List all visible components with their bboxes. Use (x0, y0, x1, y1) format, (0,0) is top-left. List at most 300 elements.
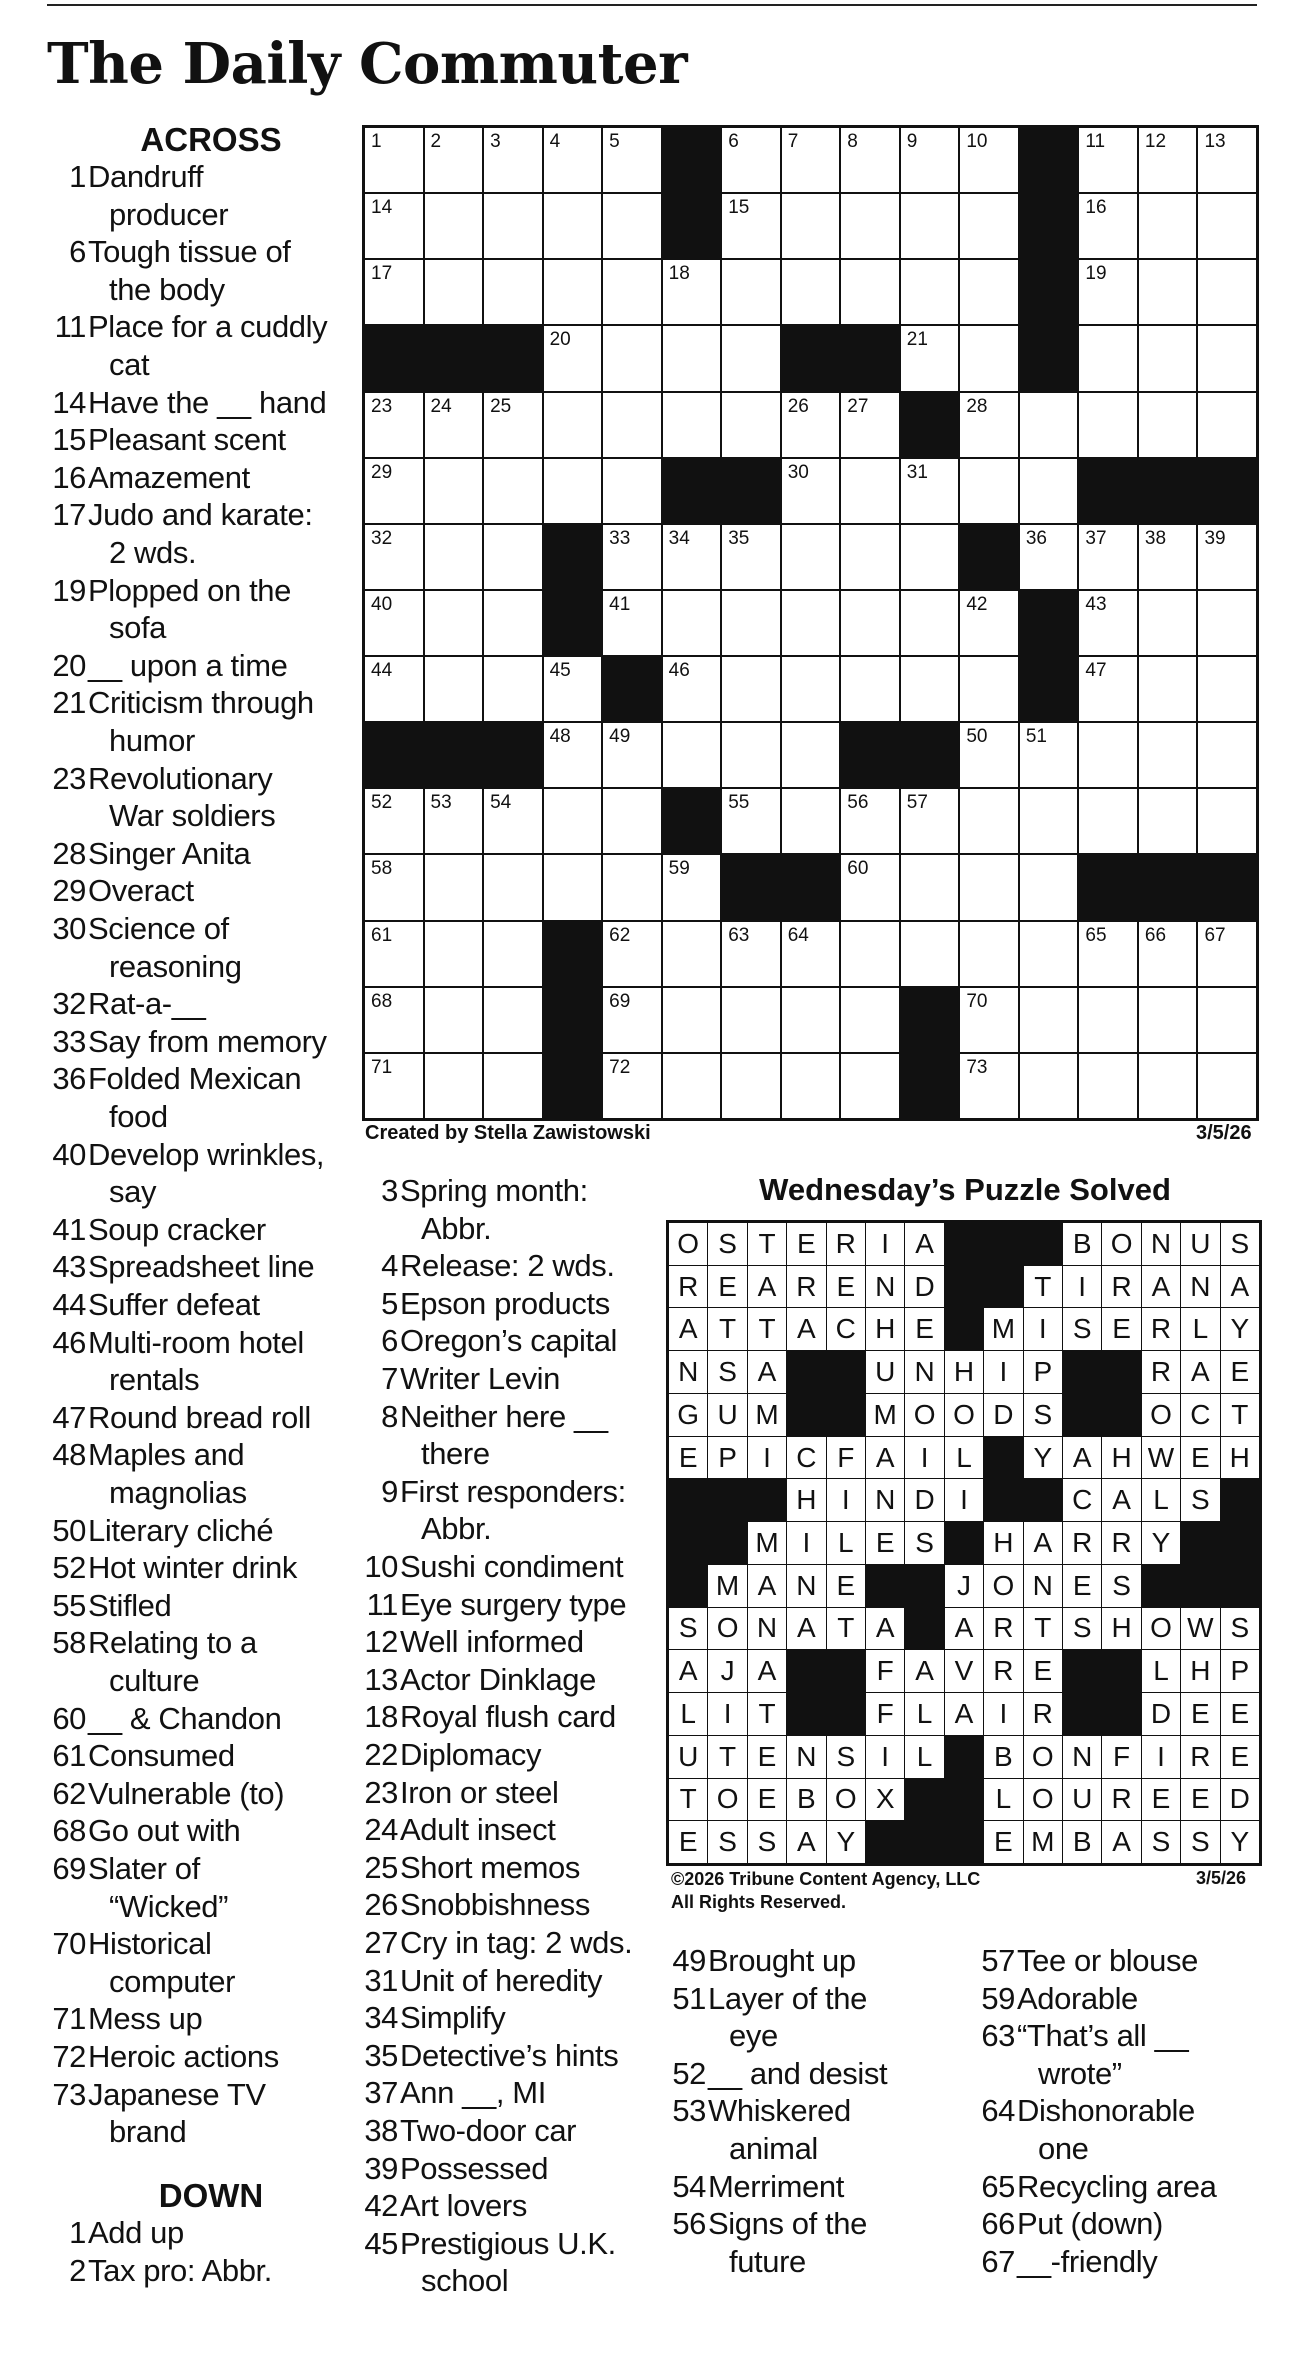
grid-cell[interactable] (722, 789, 780, 853)
grid-cell[interactable] (1079, 326, 1137, 390)
grid-cell[interactable] (603, 723, 661, 787)
grid-cell[interactable] (841, 855, 899, 919)
grid-cell[interactable] (782, 657, 840, 721)
grid-cell[interactable] (544, 326, 602, 390)
grid-cell[interactable] (365, 591, 423, 655)
grid-cell[interactable] (425, 988, 483, 1052)
grid-cell[interactable] (1139, 393, 1197, 457)
across-heading: ACROSS (140, 121, 282, 158)
solution-black-square (1063, 1394, 1101, 1436)
grid-cell[interactable] (663, 657, 721, 721)
grid-cell[interactable] (484, 988, 542, 1052)
grid-cell[interactable] (901, 657, 959, 721)
grid-cell[interactable] (901, 128, 959, 192)
clue-line: Sushi condiment (400, 1549, 624, 1584)
solution-cell: N (1181, 1266, 1219, 1308)
grid-cell[interactable] (1198, 789, 1256, 853)
grid-cell[interactable] (1198, 988, 1256, 1052)
solution-cell: V (945, 1650, 983, 1692)
grid-cell[interactable] (603, 525, 661, 589)
solution-cell: S (1063, 1608, 1101, 1650)
grid-cell[interactable] (1139, 723, 1197, 787)
grid-cell[interactable] (365, 789, 423, 853)
grid-cell[interactable] (484, 789, 542, 853)
grid-cell[interactable] (901, 789, 959, 853)
grid-cell[interactable] (484, 1054, 542, 1118)
grid-cell[interactable] (1198, 128, 1256, 192)
solution-black-square (984, 1479, 1022, 1521)
grid-cell[interactable] (1079, 128, 1137, 192)
grid-cell[interactable] (1079, 591, 1137, 655)
grid-cell[interactable] (663, 922, 721, 986)
grid-cell[interactable] (663, 723, 721, 787)
clue-down-24 (358, 1811, 555, 1849)
grid-cell[interactable] (841, 657, 899, 721)
grid-cell[interactable] (901, 194, 959, 258)
grid-cell[interactable] (603, 459, 661, 523)
grid-cell[interactable] (1139, 988, 1197, 1052)
grid-cell[interactable] (782, 1054, 840, 1118)
clue-down-37 (358, 2074, 546, 2112)
solution-black-square (787, 1693, 825, 1735)
grid-cell[interactable] (722, 591, 780, 655)
solution-cell: S (669, 1608, 707, 1650)
grid-cell[interactable] (484, 393, 542, 457)
grid-cell[interactable] (841, 459, 899, 523)
grid-cell[interactable] (960, 855, 1018, 919)
grid-cell[interactable] (663, 525, 721, 589)
grid-cell[interactable] (1020, 393, 1078, 457)
grid-cell[interactable] (1198, 723, 1256, 787)
solution-black-square (669, 1522, 707, 1564)
grid-cell[interactable] (1020, 789, 1078, 853)
grid-cell[interactable] (782, 260, 840, 324)
clue-across-46 (46, 1324, 304, 1399)
grid-cell[interactable] (722, 723, 780, 787)
grid-cell[interactable] (1139, 260, 1197, 324)
clue-line: Judo and karate: (88, 497, 313, 533)
solution-cell: E (1221, 1351, 1259, 1393)
solution-black-square (1063, 1650, 1101, 1692)
grid-cell[interactable] (841, 789, 899, 853)
black-square (1079, 855, 1137, 919)
grid-cell[interactable] (841, 922, 899, 986)
grid-cell[interactable] (841, 194, 899, 258)
clue-line: Folded Mexican (88, 1061, 302, 1097)
grid-cell[interactable] (425, 1054, 483, 1118)
grid-cell[interactable] (425, 657, 483, 721)
grid-cell[interactable] (901, 260, 959, 324)
grid-cell[interactable] (484, 922, 542, 986)
grid-cell[interactable] (722, 922, 780, 986)
grid-cell[interactable] (1079, 393, 1137, 457)
grid-cell[interactable] (425, 855, 483, 919)
black-square (901, 988, 959, 1052)
grid-cell[interactable] (603, 591, 661, 655)
grid-cell[interactable] (782, 393, 840, 457)
clue-line: cat (109, 346, 150, 382)
grid-cell[interactable] (603, 1054, 661, 1118)
grid-cell[interactable] (841, 260, 899, 324)
grid-cell[interactable] (960, 988, 1018, 1052)
solution-cell: T (1221, 1394, 1259, 1436)
grid-cell[interactable] (365, 657, 423, 721)
grid-cell[interactable] (782, 194, 840, 258)
clue-line: Suffer defeat (88, 1287, 260, 1322)
black-square (544, 525, 602, 589)
grid-cell[interactable] (603, 393, 661, 457)
grid-cell[interactable] (603, 789, 661, 853)
grid-cell[interactable] (425, 459, 483, 523)
grid-cell[interactable] (425, 789, 483, 853)
grid-cell[interactable] (484, 591, 542, 655)
clue-line: animal (729, 2130, 818, 2166)
grid-cell[interactable] (365, 1054, 423, 1118)
solution-cell: D (1142, 1693, 1180, 1735)
clue-number: 59 (981, 1980, 1015, 2016)
clue-line: Stifled (88, 1587, 172, 1623)
grid-cell[interactable] (1198, 657, 1256, 721)
clue-line: Neither here __ (400, 1398, 608, 1434)
grid-cell[interactable] (841, 988, 899, 1052)
cell-number: 55 (728, 792, 750, 814)
grid-cell[interactable] (722, 988, 780, 1052)
clue-number: 46 (52, 1324, 86, 1360)
grid-cell[interactable] (722, 657, 780, 721)
clue-line: rentals (109, 1362, 200, 1398)
clue-line: Relating to a (88, 1625, 257, 1661)
grid-cell[interactable] (544, 657, 602, 721)
clue-line: Two-door car (400, 2113, 577, 2148)
clue-across-15 (46, 421, 286, 459)
grid-cell[interactable] (484, 194, 542, 258)
solution-cell: E (1063, 1565, 1101, 1607)
grid-cell[interactable] (1139, 326, 1197, 390)
grid-cell[interactable] (365, 128, 423, 192)
grid-cell[interactable] (484, 525, 542, 589)
solution-cell: M (866, 1394, 904, 1436)
grid-cell[interactable] (603, 988, 661, 1052)
grid-cell[interactable] (901, 525, 959, 589)
cell-number: 38 (1144, 527, 1167, 549)
grid-cell[interactable] (722, 326, 780, 390)
grid-cell[interactable] (663, 326, 721, 390)
grid-cell[interactable] (841, 591, 899, 655)
cell-number: 17 (371, 263, 393, 285)
grid-cell[interactable] (1079, 657, 1137, 721)
clue-line: Adult insect (400, 1812, 556, 1848)
cell-number: 36 (1025, 527, 1047, 549)
solution-cell: E (984, 1821, 1022, 1863)
grid-cell[interactable] (544, 855, 602, 919)
grid-cell[interactable] (544, 789, 602, 853)
clue-line: say (109, 1174, 157, 1210)
solution-cell: R (1142, 1308, 1180, 1350)
grid-cell[interactable] (603, 922, 661, 986)
grid-cell[interactable] (1079, 789, 1137, 853)
crossword-grid[interactable] (362, 125, 1259, 1121)
grid-cell[interactable] (365, 393, 423, 457)
grid-cell[interactable] (782, 922, 840, 986)
grid-cell[interactable] (1079, 922, 1137, 986)
grid-cell[interactable] (1139, 922, 1197, 986)
grid-cell[interactable] (722, 393, 780, 457)
solution-cell: S (748, 1821, 786, 1863)
clue-line: __ upon a time (88, 647, 288, 683)
clue-number: 1 (69, 159, 86, 194)
grid-cell[interactable] (1020, 525, 1078, 589)
clue-across-11 (46, 308, 327, 383)
solution-black-square (787, 1650, 825, 1692)
grid-cell[interactable] (960, 922, 1018, 986)
solution-cell: A (945, 1608, 983, 1650)
grid-cell[interactable] (544, 459, 602, 523)
clue-down-63 (975, 2017, 1188, 2092)
grid-cell[interactable] (365, 922, 423, 986)
grid-cell[interactable] (1079, 723, 1137, 787)
solution-cell: E (827, 1266, 865, 1308)
grid-cell[interactable] (484, 657, 542, 721)
solution-grid (666, 1220, 1262, 1866)
cell-number: 13 (1204, 131, 1226, 152)
solution-cell: E (1142, 1779, 1180, 1821)
grid-cell[interactable] (1198, 326, 1256, 390)
grid-cell[interactable] (1020, 855, 1078, 919)
black-square (425, 723, 483, 787)
grid-cell[interactable] (722, 525, 780, 589)
clue-line: Literary cliché (88, 1512, 274, 1548)
grid-cell[interactable] (901, 855, 959, 919)
grid-cell[interactable] (484, 128, 542, 192)
clue-line: Writer Levin (400, 1361, 561, 1396)
solution-black-square (984, 1223, 1022, 1265)
grid-cell[interactable] (960, 260, 1018, 324)
clue-text (46, 1023, 327, 1061)
grid-cell[interactable] (425, 393, 483, 457)
grid-cell[interactable] (901, 326, 959, 390)
clue-number: 28 (52, 835, 86, 871)
grid-cell[interactable] (663, 393, 721, 457)
clue-number: 22 (364, 1737, 398, 1772)
solution-date: 3/5/26 (1196, 1868, 1247, 1888)
grid-cell[interactable] (484, 260, 542, 324)
grid-cell[interactable] (782, 459, 840, 523)
clue-number: 33 (52, 1023, 86, 1059)
grid-cell[interactable] (1020, 723, 1078, 787)
grid-cell[interactable] (1198, 260, 1256, 324)
grid-cell[interactable] (960, 128, 1018, 192)
solution-cell: A (1102, 1479, 1140, 1521)
grid-cell[interactable] (365, 459, 423, 523)
grid-cell[interactable] (841, 1054, 899, 1118)
grid-cell[interactable] (663, 1054, 721, 1118)
clue-line: Criticism through (88, 685, 314, 721)
clue-across-73 (46, 2076, 266, 2151)
solution-cell: E (1221, 1736, 1259, 1778)
grid-cell[interactable] (425, 128, 483, 192)
grid-cell[interactable] (960, 657, 1018, 721)
black-square (484, 326, 542, 390)
grid-cell[interactable] (1079, 525, 1137, 589)
grid-cell[interactable] (1020, 988, 1078, 1052)
grid-cell[interactable] (544, 260, 602, 324)
solution-cell: E (669, 1821, 707, 1863)
solution-cell: T (748, 1308, 786, 1350)
grid-cell[interactable] (1079, 194, 1137, 258)
clue-line: Tee or blouse (1017, 1943, 1198, 1978)
clue-line: food (109, 1098, 168, 1134)
grid-cell[interactable] (1079, 260, 1137, 324)
grid-cell[interactable] (1079, 1054, 1137, 1118)
clue-across-72 (46, 2038, 279, 2076)
grid-cell[interactable] (544, 393, 602, 457)
grid-cell[interactable] (544, 194, 602, 258)
clue-line: Royal flush card (400, 1699, 616, 1735)
grid-cell[interactable] (960, 194, 1018, 258)
clue-across-58 (46, 1624, 257, 1699)
grid-cell[interactable] (1139, 1054, 1197, 1118)
grid-cell[interactable] (1139, 591, 1197, 655)
black-square (901, 393, 959, 457)
grid-cell[interactable] (544, 128, 602, 192)
grid-cell[interactable] (1198, 922, 1256, 986)
black-square (960, 525, 1018, 589)
grid-cell[interactable] (722, 1054, 780, 1118)
grid-cell[interactable] (1198, 393, 1256, 457)
clue-line: the body (109, 271, 225, 307)
grid-cell[interactable] (960, 723, 1018, 787)
grid-cell[interactable] (484, 855, 542, 919)
solution-cell: W (1181, 1608, 1219, 1650)
grid-cell[interactable] (1139, 194, 1197, 258)
solution-cell: I (1063, 1266, 1101, 1308)
solution-black-square (945, 1821, 983, 1863)
clue-number: 41 (52, 1211, 86, 1247)
clue-line: Place for a cuddly (88, 309, 328, 345)
grid-cell[interactable] (901, 922, 959, 986)
solution-cell: B (1063, 1821, 1101, 1863)
clue-number: 23 (364, 1774, 398, 1810)
grid-cell[interactable] (960, 1054, 1018, 1118)
grid-cell[interactable] (782, 128, 840, 192)
grid-cell[interactable] (663, 855, 721, 919)
grid-cell[interactable] (960, 326, 1018, 390)
grid-cell[interactable] (960, 591, 1018, 655)
grid-cell[interactable] (603, 260, 661, 324)
black-square (544, 922, 602, 986)
clue-line: Plopped on the (88, 572, 291, 608)
grid-cell[interactable] (1079, 988, 1137, 1052)
grid-cell[interactable] (603, 326, 661, 390)
grid-cell[interactable] (603, 128, 661, 192)
solution-black-square (866, 1821, 904, 1863)
grid-cell[interactable] (663, 260, 721, 324)
grid-cell[interactable] (1198, 194, 1256, 258)
grid-cell[interactable] (960, 393, 1018, 457)
solution-black-square (905, 1821, 943, 1863)
grid-cell[interactable] (722, 260, 780, 324)
grid-cell[interactable] (663, 591, 721, 655)
grid-cell[interactable] (841, 128, 899, 192)
solution-black-square (984, 1266, 1022, 1308)
black-square (544, 1054, 602, 1118)
grid-cell[interactable] (722, 194, 780, 258)
grid-cell[interactable] (1139, 525, 1197, 589)
grid-cell[interactable] (782, 789, 840, 853)
clue-line: Singer Anita (88, 835, 251, 871)
cell-number: 33 (609, 527, 631, 549)
grid-cell[interactable] (782, 591, 840, 655)
solution-black-square (984, 1437, 1022, 1479)
grid-cell[interactable] (901, 459, 959, 523)
grid-cell[interactable] (365, 988, 423, 1052)
clue-line: Simplify (400, 2000, 506, 2036)
clue-line: Amazement (88, 459, 250, 495)
grid-cell[interactable] (425, 194, 483, 258)
grid-cell[interactable] (365, 855, 423, 919)
solution-cell: R (669, 1266, 707, 1308)
solution-cell: R (1102, 1779, 1140, 1821)
black-square (1139, 459, 1197, 523)
black-square (663, 194, 721, 258)
grid-cell[interactable] (1139, 128, 1197, 192)
grid-cell[interactable] (901, 591, 959, 655)
grid-cell[interactable] (1020, 922, 1078, 986)
clue-down-31 (358, 1962, 602, 2000)
clue-down-42 (358, 2187, 527, 2225)
grid-cell[interactable] (960, 789, 1018, 853)
cell-number: 68 (371, 990, 393, 1012)
grid-cell[interactable] (782, 525, 840, 589)
solution-cell: O (905, 1394, 943, 1436)
clue-text (46, 2214, 184, 2252)
grid-cell[interactable] (365, 194, 423, 258)
grid-cell[interactable] (1198, 525, 1256, 589)
grid-cell[interactable] (1020, 1054, 1078, 1118)
grid-cell[interactable] (1198, 1054, 1256, 1118)
grid-cell[interactable] (365, 260, 423, 324)
grid-cell[interactable] (782, 723, 840, 787)
puzzle-date: 3/5/26 (1196, 1122, 1252, 1144)
solution-cell: E (708, 1266, 746, 1308)
grid-cell[interactable] (425, 260, 483, 324)
grid-cell[interactable] (841, 393, 899, 457)
solution-cell: Y (1221, 1821, 1259, 1863)
grid-cell[interactable] (960, 459, 1018, 523)
grid-cell[interactable] (425, 525, 483, 589)
grid-cell[interactable] (544, 723, 602, 787)
clue-line: Detective’s hints (400, 2037, 619, 2073)
grid-cell[interactable] (484, 459, 542, 523)
clue-number: 70 (52, 1926, 86, 1962)
grid-cell[interactable] (1139, 657, 1197, 721)
solution-cell: M (748, 1522, 786, 1564)
grid-cell[interactable] (603, 194, 661, 258)
grid-cell[interactable] (425, 591, 483, 655)
grid-cell[interactable] (782, 988, 840, 1052)
grid-cell[interactable] (425, 922, 483, 986)
grid-cell[interactable] (722, 128, 780, 192)
grid-cell[interactable] (841, 525, 899, 589)
grid-cell[interactable] (663, 988, 721, 1052)
grid-cell[interactable] (1198, 591, 1256, 655)
clue-across-61 (46, 1737, 235, 1775)
grid-cell[interactable] (603, 855, 661, 919)
grid-cell[interactable] (1020, 459, 1078, 523)
grid-cell[interactable] (365, 525, 423, 589)
grid-cell[interactable] (1139, 789, 1197, 853)
cell-number: 16 (1085, 197, 1107, 219)
